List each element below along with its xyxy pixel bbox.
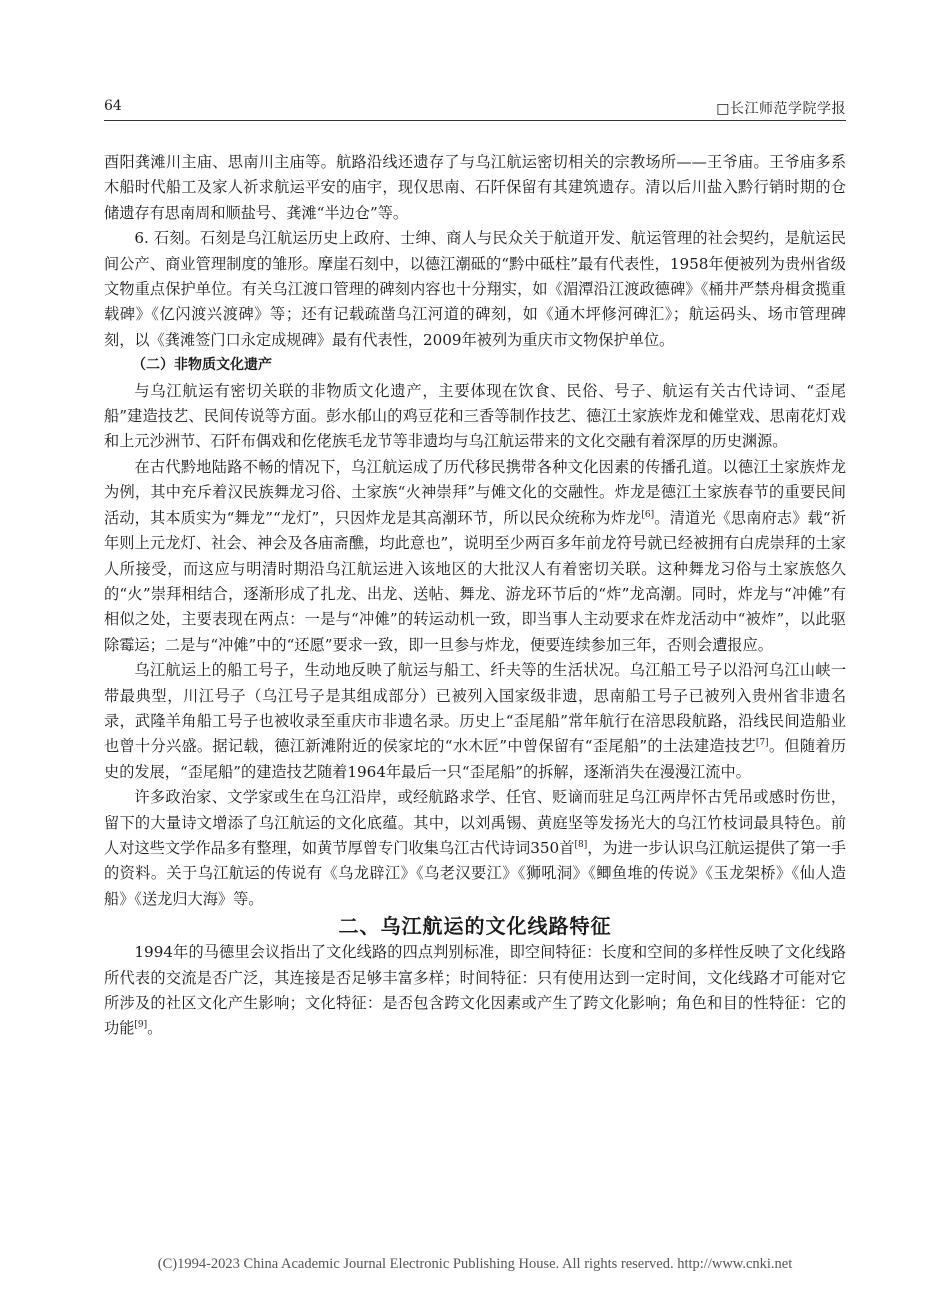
paragraph-text: 。清道光《思南府志》载“祈年则上元龙灯、社会、神会及各庙斋醮，均此意也”，说明至少两百多年前龙符号就已经被拥有白虎崇拜的土家人所接受，而这应与明清时期沿乌江航运进入该地区的大批汉人有着密切关联。这种舞龙习俗与土家族悠久的“火”崇拜相结合，逐渐形成了扎龙、出龙、送帖、舞龙、游龙环节后的“炸”龙高潮。同时，炸龙与“冲傩”有相似之处，主要表现在两点：一是与“冲傩”的转运动机一致，即当事人主动要求在炸龙活动中“被炸”，以此驱除霉运；二是与“冲傩”中的“还愿”要求一致，即一旦参与炸龙，便要连续参加三年，否则会遭报应。: [104, 508, 847, 654]
citation: [7]: [755, 738, 769, 749]
citation: [8]: [574, 839, 588, 850]
paragraph-text: 。但随着历史的发展，“歪尾船”的建造技艺随着1964年最后一只“歪尾船”的拆解，逐渐消失在漫漫江流中。: [104, 737, 847, 781]
paragraph-text: 乌江航运上的船工号子，生动地反映了航运与船工、纤夫等的生活状况。乌江船工号子以沿河乌江山峡一带最典型，川江号子（乌江号子是其组成部分）已被列入国家级非遗，思南船工号子已被列入贵州省非遗名录，武隆羊角船工号子也被收录至重庆市非遗名录。历史上“歪尾船”常年航行在涪思段航路，沿线民间造船业也曾十分兴盛。据记载，德江新滩附近的侯家坨的“水木匠”中曾保留有“歪尾船”的土法建造技艺: [104, 661, 846, 756]
paragraph: 6. 石刻。石刻是乌江航运历史上政府、士绅、商人与民众关于航道开发、航运管理的社会契约，是航运民间公产、商业管理制度的雏形。摩崖石刻中，以德江潮砥的“黔中砥柱”最有代表性，1958年便被列为贵州省级文物重点保护单位。有关乌江渡口管理的碑刻内容也十分翔实，如《湄潭沿江渡政德碑》《桶井严禁舟楫贪揽重载碑》《亿闪渡兴渡碑》等；还有记载疏凿乌江河道的碑刻，如《通木坪修河碑汇》；航运码头、场市管理碑刻，以《龚滩签门口永定成规碑》最有代表性，2009年被列为重庆市文物保护单位。: [104, 229, 846, 349]
journal-name: □长江师范学院学报: [716, 101, 846, 117]
subheading: （二）非物质文化遗产: [132, 357, 272, 374]
paragraph-text: ，为进一步认识乌江航运提供了第一手的资料。关于乌江航运的传说有《乌龙辟江》《乌老汉要江》《狮吼洞》《鲫鱼堆的传说》《玉龙架桥》《仙人造船》《送龙归大海》等。: [104, 838, 846, 908]
paragraph-text: 在古代黔地陆路不畅的情况下，乌江航运成了历代移民携带各种文化因素的传播孔道。以德江土家族炸龙为例，其中充斥着汉民族舞龙习俗、土家族“火神崇拜”与傩文化的交融性。炸龙是德江土家族春节的重要民间活动，其本质实为“舞龙”“龙灯”，只因炸龙是其高潮环节，所以民众统称为炸龙: [104, 457, 846, 527]
paragraph: [104, 455, 846, 658]
paragraph: 与乌江航运有密切关联的非物质文化遗产，主要体现在饮食、民俗、号子、航运有关古代诗词、“歪尾船”建造技艺、民间传说等方面。彭水郁山的鸡豆花和三香等制作技艺、德江土家族炸龙和傩堂戏、思南花灯戏和上元沙洲节、石阡布偶戏和仡佬族毛龙节等非遗均与乌江航运带来的文化交融有着深厚的历史渊源。: [104, 381, 846, 451]
citation: [6]: [641, 509, 655, 520]
paragraph: [104, 785, 846, 912]
paragraph-text: 1994年的马德里会议指出了文化线路的四点判别标准，即空间特征：长度和空间的多样性反映了文化线路所代表的交流是否广泛，其连接是否足够丰富多样；时间特征：只有使用达到一定时间，文化线路才可能对它所涉及的社区文化产生影响；文化特征：是否包含跨文化因素或产生了跨文化影响；角色和目的性特征：它的功能: [104, 943, 846, 1038]
citation: [9]: [134, 1020, 148, 1031]
section-heading: 二、乌江航运的文化线路特征: [338, 914, 612, 939]
page-header: [104, 96, 846, 121]
paragraph: [104, 658, 846, 785]
copyright-footer: (C)1994-2023 China Academic Journal Electronic Publishing House. All rights reserved. http://www.cnki.net: [157, 1256, 793, 1272]
paragraph: [104, 940, 846, 1042]
paragraph-text: 许多政治家、文学家或生在乌江沿岸，或经航路求学、任官、贬谪而驻足乌江两岸怀古凭吊或感时伤世，留下的大量诗文增添了乌江航运的文化底蕴。其中，以刘禹锡、黄庭坚等发扬光大的乌江竹枝词最具特色。前人对这些文学作品多有整理，如黄节厚曾专门收集乌江古代诗词350首: [104, 788, 846, 857]
paragraph: 酉阳龚滩川主庙、思南川主庙等。航路沿线还遗存了与乌江航运密切相关的宗教场所——王爷庙。王爷庙多系木船时代船工及家人祈求航运平安的庙宇，现仅思南、石阡保留有其建筑遗存。清以后川盐入黔行销时期的仓储遗存有思南周和顺盐号、龚滩“半边仓”等。: [104, 153, 846, 222]
page-number: 64: [104, 98, 122, 114]
article-body: [104, 150, 846, 1042]
paragraph-text: 。: [147, 1019, 163, 1038]
